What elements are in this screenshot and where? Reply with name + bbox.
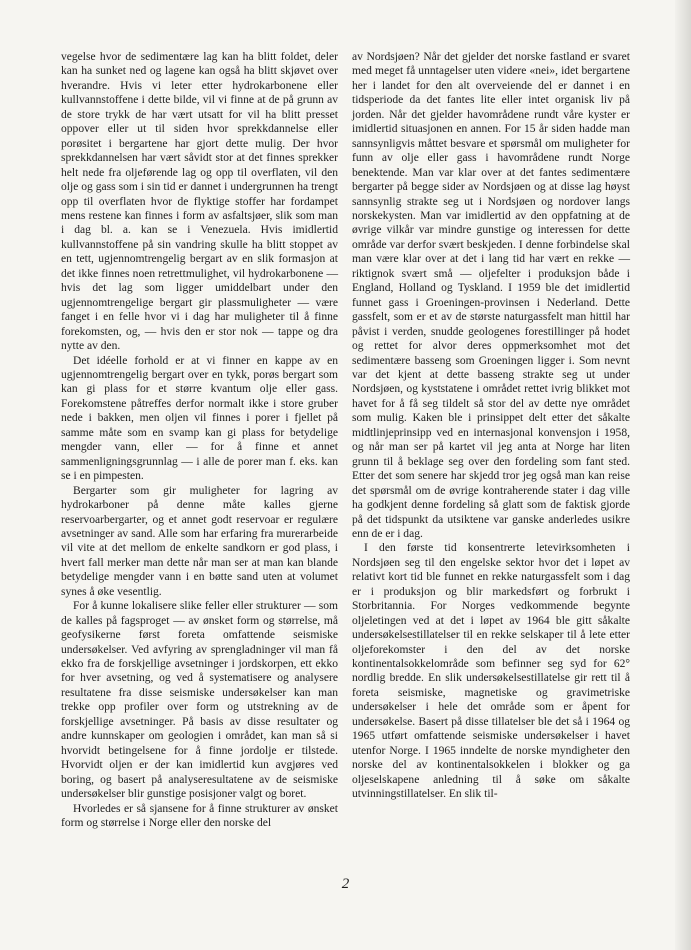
paragraph: vegelse hvor de sedimentære lag kan ha blitt foldet, deler kan ha sunket ned og lagene kan også ha blitt skjøvet over hverandre. Hvis vi leter etter hydrokarbonene eller kullvannstoffene i dette bilde, vil vi finne at de på grunn av de store trykk de har vært utsatt for vil ha blitt presset oppover eller ut til siden hvor sprekkdannelse eller porøsitet i bergartene har gjort dette mulig. Der hvor sprekkdannelsen har vært såvidt stor at det finnes sprekker helt nede fra oljeførende lag og opp til overflaten, vil den olje og gass som i sin tid er dannet i undergrunnen ha trengt opp til overflaten hvor de flyktige stoffer har fordampet mens restene kan finnes i form av asfaltsjøer, slik som man i dag bl. a. kan se i Venezuela. Hvis imidlertid kullvannstoffene på sin vandring skulle ha blitt stoppet av en tett, ugjennomtrengelig bergart av en slik formasjon at det ikke finnes noen retrettmulighet, vil hydrokarbonene — hvis det lag som ligger umiddelbart under den ugjennomtrengelige bergart gir plassmuligheter — være fanget i en felle hvor vi i dag har muligheter til å finne forekomsten, og, — hvis den er stor nok — tappe og dra nytte av den. [61,51,338,353]
paragraph: I den første tid konsentrerte letevirksomheten i Nordsjøen seg til den engelske sektor hvor det i løpet av relativt kort tid ble funnet en rekke naturgassfelt som i dag er i produksjon og blir markedsført og forbrukt i Storbritannia. For Norges vedkommende begynte oljeletingen ved at det i løpet av 1964 ble gitt såkalte undersøkelsestillatelser til en rekke selskaper til å lete etter oljeforekomster i den del av det norske kontinentalsokkelområde som befinner seg syd for 62° nordlig bredde. En slik undersøkelsestillatelse gir rett til å foreta seismiske, magnetiske og gravimetriske undersøkelser i hele det område som er åpent for undersøkelse. Basert på disse tillatelser ble det så i 1964 og 1965 utført omfattende seismiske undersøkelser i havet utenfor Norge. I 1965 inndelte de norske myndigheter den norske del av kontinentalsokkelen i blokker og ga oljeselskapene anledning til å søke om såkalte utvinningstillatelser. En slik til- [352,542,630,801]
left-text-column [61,50,338,830]
paragraph: Det idéelle forhold er at vi finner en kappe av en ugjennomtrengelig bergart over en tykk, porøs bergart som kan gi plass for et større kvantum olje eller gass. Forekomstene påtreffes derfor normalt ikke i store gruber nede i bakken, men oljen vil finnes i porer i fjellet på samme måte som en svamp kan gi plass for betydelige mengder vann, eller — for å finne et annet sammenligningsgrunnlag — i alle de porer man f. eks. kan se i en pimpesten. [61,354,338,483]
paragraph: Hvorledes er så sjansene for å finne strukturer av ønsket form og størrelse i Norge eller den norske del [61,802,338,830]
page-number: 2 [341,876,350,892]
page-edge-shadow [675,0,691,950]
right-text-column [352,50,630,802]
paragraph: av Nordsjøen? Når det gjelder det norske fastland er svaret med meget få unntagelser uten videre «nei», idet bergartene her i landet for den alt overveiende del er dannet i en tidsperiode da det fantes lite eller intet organisk liv på jorden. Når det gjelder havområdene rundt våre kyster er imidlertid situasjonen en annen. For 15 år siden hadde man sannsynligvis måttet besvare et spørsmål om muligheter for funn av olje eller gass i havområdene rundt Norge benektende. Man var klar over at det fantes sedimentære bergarter på begge sider av Nordsjøen og at disse lag høyst sannsynlig strakte seg ut i Nordsjøen og nordover langs norskekysten. Man var imidlertid av den oppfatning at de øvrige vilkår var mindre gunstige og interessen for dette område var derfor svært beskjeden. I denne forbindelse skal man være klar over at det i lang tid har vært en rekke — riktignok svært små — oljefelter i produksjon både i England, Holland og Tyskland. I 1959 ble det imidlertid funnet gass i Groeningen-provinsen i Nederland. Dette gassfelt, som er et av de største naturgassfelt man hittil har påvist i verden, snudde geologenes forestillinger på hodet og rettet for alvor deres oppmerksomhet mot det sedimentære basseng som Groeningen ligger i. Som nevnt var det kjent at dette basseng strakte seg ut under Nordsjøen, og kyststatene i området rettet ivrig blikket mot havet for å få seg tildelt så stor del av dette nye området som mulig. Kaken ble i prinsippet delt etter det såkalte midtlinjeprinsipp ved en internasjonal konvensjon i 1958, og når man ser på kartet vil jeg anta at Norge har liten grunn til å beklage seg over den fordeling som fant sted. Etter det som senere har skjedd tror jeg også man kan reise det spørsmål om de øvrige kontraherende stater i dag ville ha godkjent denne fordeling så glatt som de faktisk gjorde på det tidspunkt da utsiktene var ganske anderledes usikre enn de er i dag. [352,51,630,540]
paragraph: Bergarter som gir muligheter for lagring av hydrokarboner på denne måte kalles gjerne reservoarbergarter, og et annet godt reservoar er regulære avsetninger av sand. Alle som har erfaring fra murerarbeide vil vite at det mellom de enkelte sandkorn er god plass, i hvert fall merker man dette når man ser at man kan blande betydelige mengder vann i en bøtte sand uten at volumet synes å øke vesentlig. [61,484,338,598]
paragraph: For å kunne lokalisere slike feller eller strukturer — som de kalles på fagsproget — av ønsket form og størrelse, må geofysikerne først foreta omfattende seismiske undersøkelser. Ved avfyring av sprengladninger vil man få ekko fra de forskjellige avsetninger i jordskorpen, ett ekko for hver avsetning, og ved å systematisere og analysere resultatene fra disse seismiske undersøkelser kan man trekke opp profiler over form og utstrekning av de forskjellige avsetninger. På basis av disse resultater og andre kunnskaper om geologien i området, kan man så si hvorvidt betingelsene for å finne jordolje er tilstede. Hvorvidt oljen er der kan imidlertid kun avgjøres ved boring, og basert på analyseresultatene av de seismiske undersøkelser blir gunstige posisjoner valgt og boret. [61,600,338,801]
